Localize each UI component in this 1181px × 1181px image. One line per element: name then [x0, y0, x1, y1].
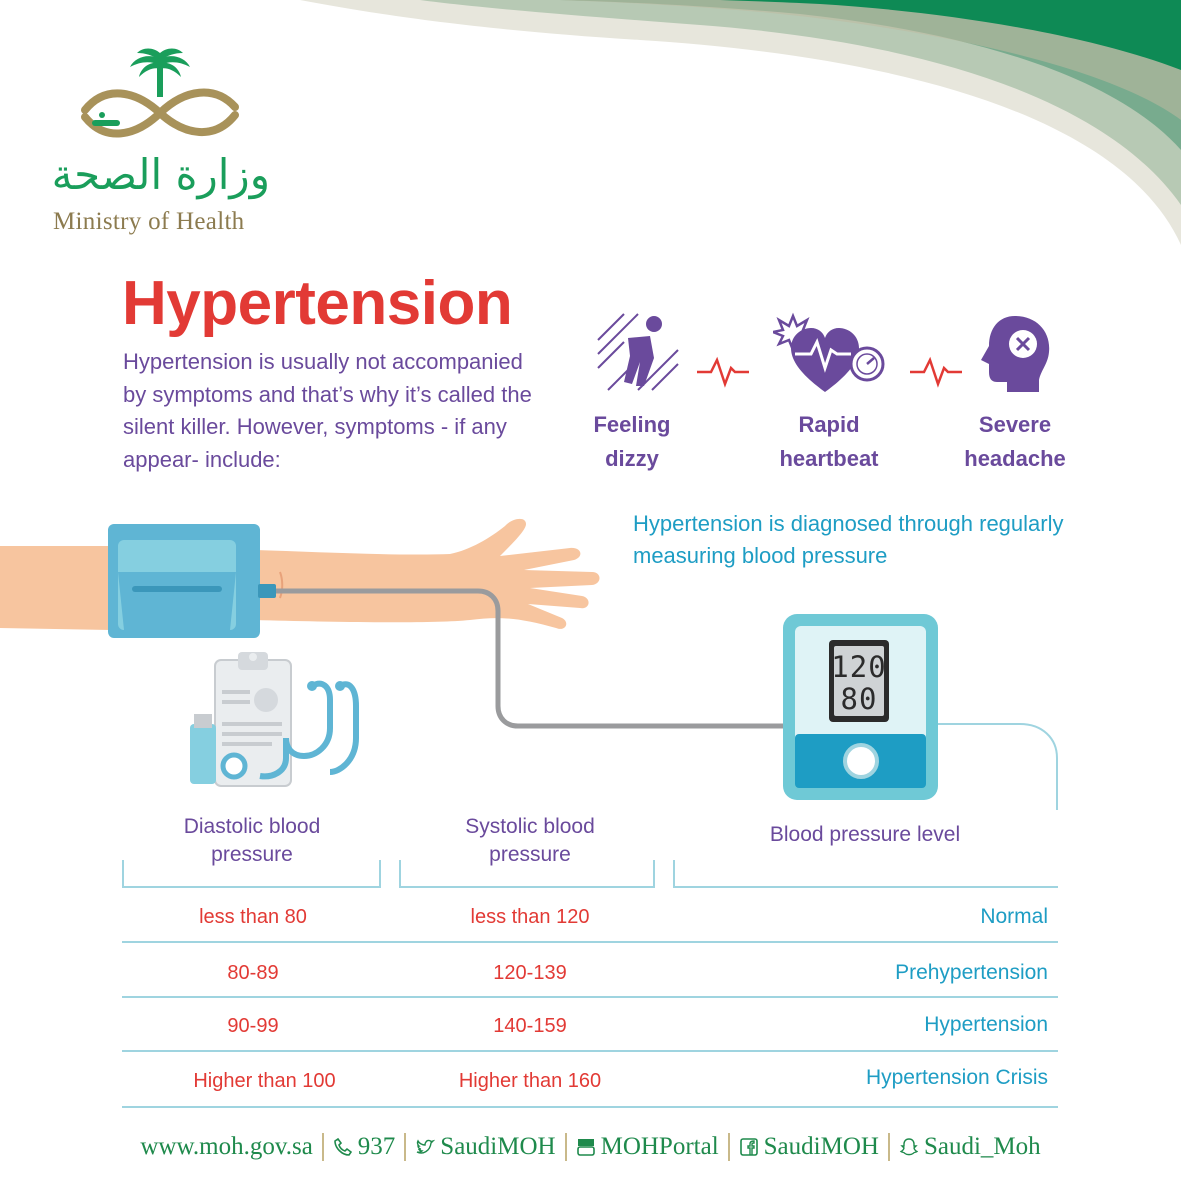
header-systolic-line1: Systolic blood [465, 815, 595, 838]
header-systolic-line2: pressure [489, 843, 571, 866]
symptom-dizzy-line1: Feeling [593, 412, 671, 437]
header-diastolic-line1: Diastolic blood [183, 815, 321, 838]
symptom-heartbeat-line1: Rapid [798, 412, 860, 437]
logo-arabic-text: وزارة الصحة [51, 150, 270, 199]
symptom-label-headache [935, 408, 1095, 476]
table-row-divider [122, 1106, 1058, 1108]
footer-separator [404, 1133, 406, 1161]
row3-level: Hypertension [924, 1013, 1048, 1036]
monitor-diastolic-reading: 80 [840, 682, 878, 716]
page-title: Hypertension [122, 269, 513, 338]
header-bracket-systolic [399, 860, 655, 888]
monitor-systolic-reading: 120 [831, 650, 887, 684]
row4-diastolic: Higher than 100 [193, 1070, 336, 1092]
diagnosis-text: Hypertension is diagnosed through regularly measuring blood pressure [633, 511, 1064, 568]
facebook-icon [739, 1137, 759, 1157]
row2-systolic: 120-139 [493, 962, 567, 984]
row3-systolic: 140-159 [493, 1015, 567, 1037]
symptom-label-heartbeat [749, 408, 909, 476]
pulse-line-icon [910, 354, 962, 388]
symptom-headache-line1: Severe [978, 412, 1052, 437]
row3-diastolic: 90-99 [227, 1015, 279, 1037]
symptom-headache [975, 310, 1055, 394]
footer-phone[interactable] [333, 1133, 396, 1161]
header-bracket-level [673, 860, 1058, 888]
footer-snapchat[interactable] [899, 1133, 1041, 1161]
footer-separator [322, 1133, 324, 1161]
header-diastolic-line2: pressure [211, 843, 293, 866]
footer-separator [728, 1133, 730, 1161]
row4-level: Hypertension Crisis [865, 1066, 1048, 1089]
footer-phone-text: 937 [357, 1133, 396, 1160]
symptom-heartbeat-line2: heartbeat [779, 446, 879, 471]
footer-facebook-text: SaudiMOH [763, 1133, 879, 1160]
twitter-icon [415, 1137, 435, 1157]
header-level: Blood pressure level [769, 823, 961, 846]
footer-facebook[interactable] [739, 1133, 879, 1161]
dizzy-person-icon [594, 310, 680, 394]
row2-level: Prehypertension [895, 961, 1048, 984]
logo-english-text: Ministry of Health [53, 208, 245, 235]
table-row-divider [122, 1050, 1058, 1052]
symptom-heartbeat [770, 310, 890, 394]
row1-level: Normal [980, 905, 1048, 928]
table-row-divider [122, 941, 1058, 943]
footer-website[interactable]: www.moh.gov.sa [140, 1133, 313, 1160]
phone-icon [333, 1137, 353, 1157]
moh-emblem-icon [75, 45, 245, 145]
row1-diastolic: less than 80 [199, 906, 307, 928]
heartbeat-icon [773, 310, 888, 394]
symptom-dizzy [592, 310, 682, 394]
footer-snapchat-text: Saudi_Moh [923, 1133, 1041, 1160]
symptom-headache-line2: headache [964, 446, 1066, 471]
youtube-icon [576, 1137, 596, 1157]
row1-systolic: less than 120 [470, 906, 590, 928]
footer-twitter-text: SaudiMOH [440, 1133, 556, 1160]
footer-twitter[interactable] [415, 1133, 555, 1161]
table-row-divider [122, 996, 1058, 998]
snapchat-icon [899, 1137, 919, 1157]
symptom-label-dizzy [552, 408, 712, 476]
footer-contacts [0, 1130, 1181, 1164]
headache-icon [977, 310, 1053, 394]
footer-separator [888, 1133, 890, 1161]
intro-paragraph: Hypertension is usually not accompanied by symptoms and that’s why it’s called the silent killer. However, symptoms - if any appear- include: [123, 349, 532, 472]
row2-diastolic: 80-89 [227, 962, 279, 984]
symptom-dizzy-line2: dizzy [605, 446, 659, 471]
footer-separator [565, 1133, 567, 1161]
footer-youtube[interactable] [576, 1133, 719, 1161]
header-bracket-diastolic [122, 860, 381, 888]
pulse-line-icon [697, 354, 749, 388]
row4-systolic: Higher than 160 [458, 1070, 602, 1092]
footer-youtube-text: MOHPortal [600, 1133, 719, 1160]
clipboard-stethoscope-icon [190, 652, 356, 786]
blood-pressure-illustration [0, 510, 1181, 810]
